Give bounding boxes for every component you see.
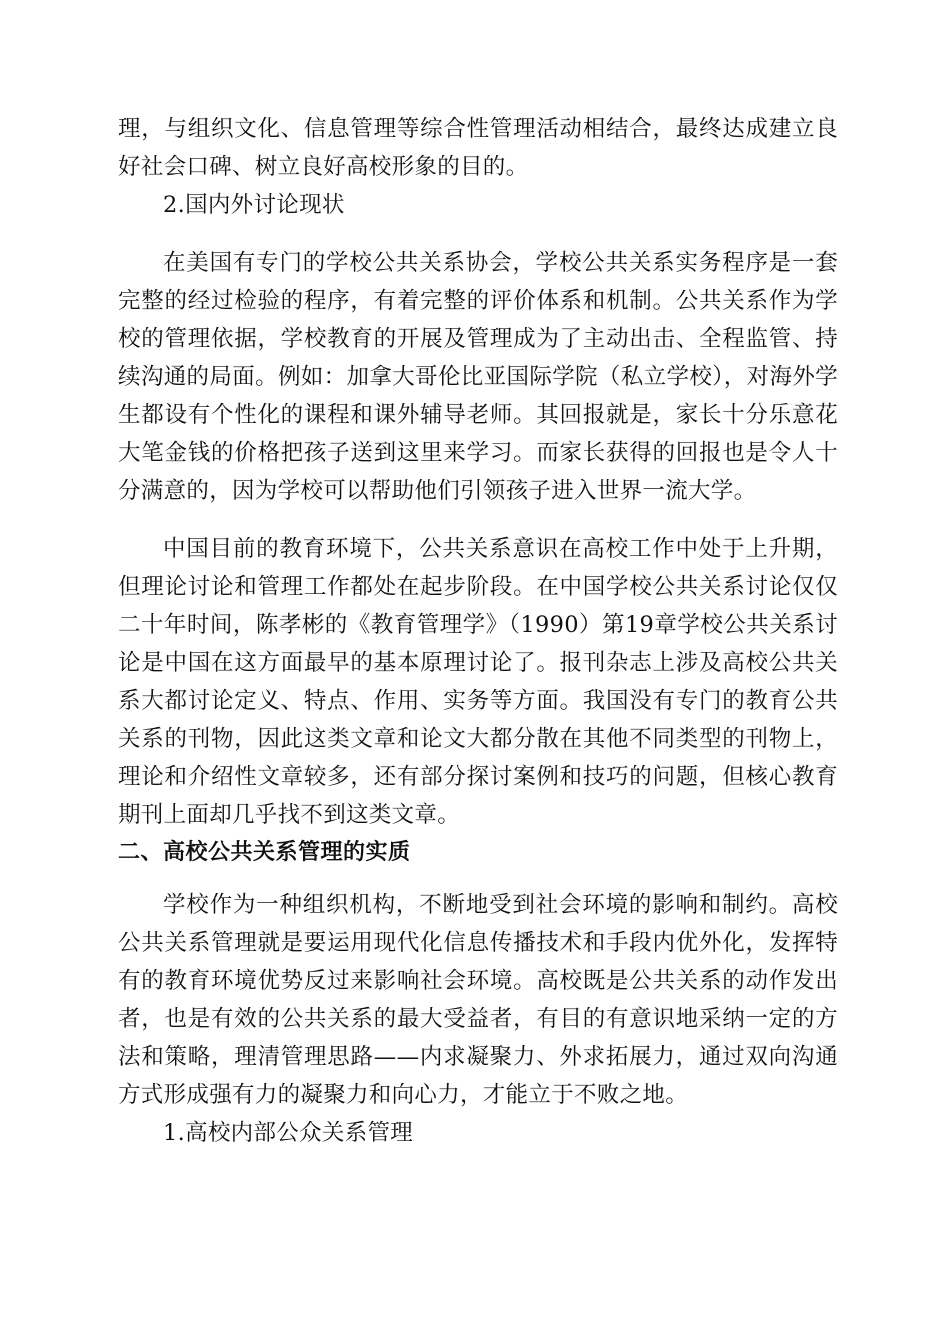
paragraph-china: 中国目前的教育环境下，公共关系意识在高校工作中处于上升期，但理论讨论和管理工作都处在起步阶段。在中国学校公共关系讨论仅仅二十年时间，陈孝彬的《教育管理学》（1990）第19章学校公共关系讨论是中国在这方面最早的基本原理讨论了。报刊杂志上涉及高校公共关系大都讨论定义、特点、作用、实务等方面。我国没有专门的教育公共关系的刊物，因此这类文章和论文大都分散在其他不同类型的刊物上，理论和介绍性文章较多，还有部分探讨案例和技巧的问题，但核心教育期刊上面却几乎找不到这类文章。 [118, 536, 838, 828]
subsection-2-title: 2.国内外讨论现状 [163, 192, 345, 218]
section-2-heading: 二、高校公共关系管理的实质 [118, 840, 411, 865]
continuation-paragraph: 理，与组织文化、信息管理等综合性管理活动相结合，最终达成建立良好社会口碑、树立良好高校形象的目的。 [118, 116, 838, 180]
paragraph-essence: 学校作为一种组织机构，不断地受到社会环境的影响和制约。高校公共关系管理就是要运用现代化信息传播技术和手段内优外化，发挥特有的教育环境优势反过来影响社会环境。高校既是公共关系的动作发出者，也是有效的公共关系的最大受益者，有目的有意识地采纳一定的方法和策略，理清管理思路——内求凝聚力、外求拓展力，通过双向沟通方式形成强有力的凝聚力和向心力，才能立于不败之地。 [118, 892, 838, 1108]
subsection-1-title: 1.高校内部公众关系管理 [163, 1120, 414, 1146]
document-page [118, 110, 838, 1152]
paragraph-us: 在美国有专门的学校公共关系协会，学校公共关系实务程序是一套完整的经过检验的程序，有着完整的评价体系和机制。公共关系作为学校的管理依据，学校教育的开展及管理成为了主动出击、全程监管、持续沟通的局面。例如：加拿大哥伦比亚国际学院（私立学校），对海外学生都设有个性化的课程和课外辅导老师。其回报就是，家长十分乐意花大笔金钱的价格把孩子送到这里来学习。而家长获得的回报也是令人十分满意的，因为学校可以帮助他们引领孩子进入世界一流大学。 [118, 250, 838, 504]
